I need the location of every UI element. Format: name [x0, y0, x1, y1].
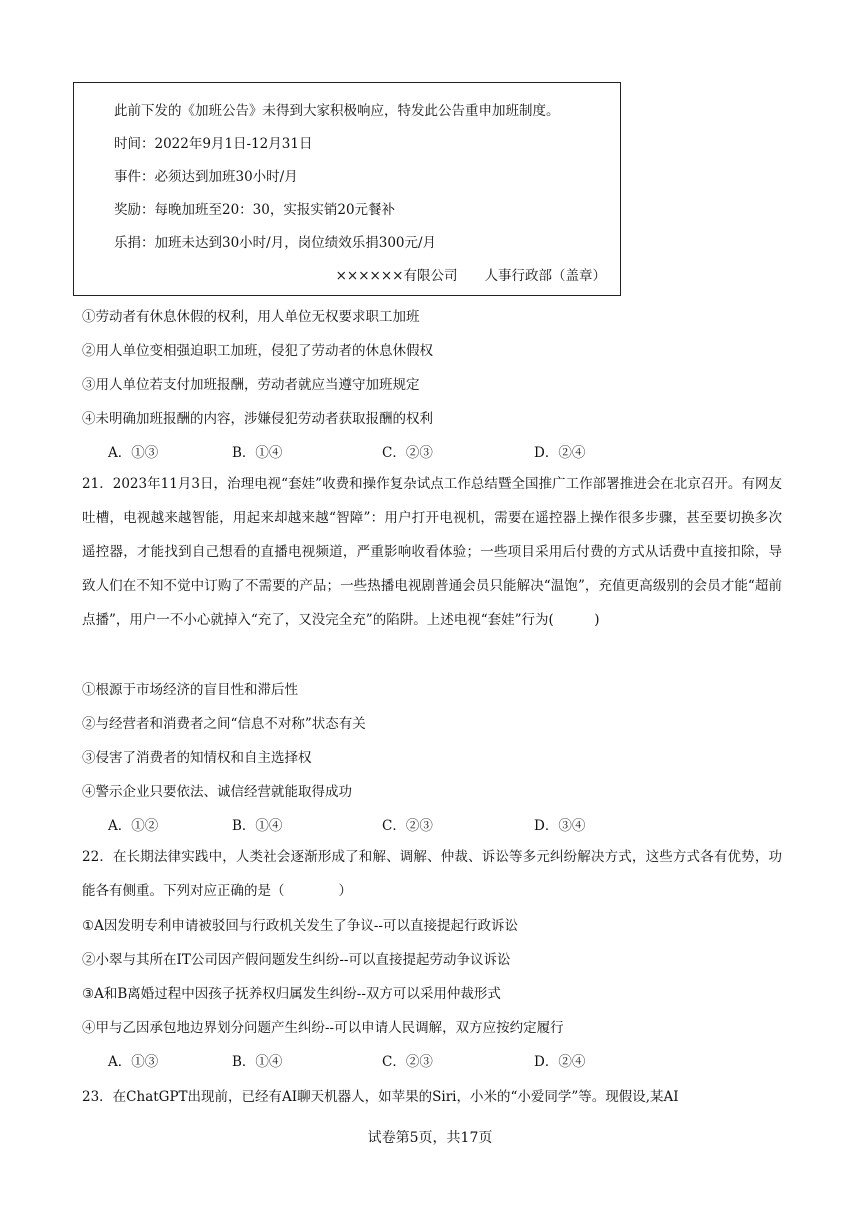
q22-stem: 22．在长期法律实践中，人类社会逐渐形成了和解、调解、仲裁、诉讼等多元纠纷解决方式，这些方式各有优势，功能各有侧重。下列对应正确的是（ ） — [82, 849, 782, 899]
notice-time: 时间：2022年9月1日-12月31日 — [114, 136, 313, 152]
q22-option-d[interactable]: D．②④ — [534, 1054, 586, 1070]
page-footer: 试卷第5页，共17页 — [367, 1130, 493, 1146]
q21-statement: ②与经营者和消费者之间“信息不对称”状态有关 — [82, 716, 366, 732]
q22-statement: ④甲与乙因承包地边界划分问题产生纠纷--可以申请人民调解，双方应按约定履行 — [82, 1020, 564, 1036]
q22-option-b[interactable]: B．①④ — [232, 1054, 283, 1070]
q22-option-a[interactable]: A．①③ — [108, 1054, 159, 1070]
q20-option-d[interactable]: D．②④ — [534, 445, 586, 461]
q20-statement: ④未明确加班报酬的内容，涉嫌侵犯劳动者获取报酬的权利 — [82, 411, 433, 427]
notice-donation: 乐捐：加班未达到30小时/月，岗位绩效乐捐300元/月 — [114, 235, 437, 251]
q21-option-b[interactable]: B．①④ — [232, 818, 283, 834]
q22-statement: ①A因发明专利申请被驳回与行政机关发生了争议--可以直接提起行政诉讼 — [82, 918, 518, 934]
q22-statement: ②小翠与其所在IT公司因产假问题发生纠纷--可以直接提起劳动争议诉讼 — [82, 952, 511, 968]
q21-option-a[interactable]: A．①② — [108, 818, 159, 834]
notice-event: 事件：必须达到加班30小时/月 — [114, 169, 298, 185]
q23-stem: 23．在ChatGPT出现前，已经有AI聊天机器人，如苹果的Siri，小米的“小爱同学”等。现假设,某AI — [82, 1089, 679, 1105]
q21-statement: ③侵害了消费者的知情权和自主选择权 — [82, 750, 312, 766]
q21-statement: ④警示企业只要依法、诚信经营就能取得成功 — [82, 784, 352, 800]
q20-statement: ③用人单位若支付加班报酬，劳动者就应当遵守加班规定 — [82, 377, 420, 393]
q22-option-c[interactable]: C．②③ — [382, 1054, 433, 1070]
q20-statement: ②用人单位变相强迫职工加班，侵犯了劳动者的休息休假权 — [82, 343, 433, 359]
q22-statement: ③A和B离婚过程中因孩子抚养权归属发生纠纷--双方可以采用仲裁形式 — [82, 986, 501, 1002]
notice-intro: 此前下发的《加班公告》未得到大家积极响应，特发此公告重申加班制度。 — [114, 103, 560, 119]
q20-option-c[interactable]: C．②③ — [382, 445, 433, 461]
q21-option-d[interactable]: D．③④ — [534, 818, 586, 834]
q21-stem: 21．2023年11月3日，治理电视“套娃”收费和操作复杂试点工作总结暨全国推广工作部署推进会在北京召开。有网友吐槽，电视越来越智能，用起来却越来越“智障”：用户打开电视机，需要在遥控器上操作很多步骤，甚至要切换多次遥控器，才能找到自己想看的直播电视频道，严重影响收看体验；一些项目采用后付费的方式从话费中直接扣除，导致人们在不知不觉中订购了不需要的产品；一些热播电视剧普通会员只能解决“温饱”，充值更高级别的会员才能“超前点播”，用户一不小心就掉入“充了，又没完全充”的陷阱。上述电视“套娃”行为( ) — [82, 476, 782, 628]
q20-option-a[interactable]: A．①③ — [108, 445, 159, 461]
q20-statement: ①劳动者有休息休假的权利，用人单位无权要求职工加班 — [82, 309, 420, 325]
notice-signature: ××××××有限公司 人事行政部（盖章） — [335, 268, 606, 284]
notice-reward: 奖励：每晚加班至20：30，实报实销20元餐补 — [114, 202, 396, 218]
q20-option-b[interactable]: B．①④ — [232, 445, 283, 461]
q21-option-c[interactable]: C．②③ — [382, 818, 433, 834]
notice-box — [73, 82, 621, 296]
q21-statement: ①根源于市场经济的盲目性和滞后性 — [82, 682, 298, 698]
